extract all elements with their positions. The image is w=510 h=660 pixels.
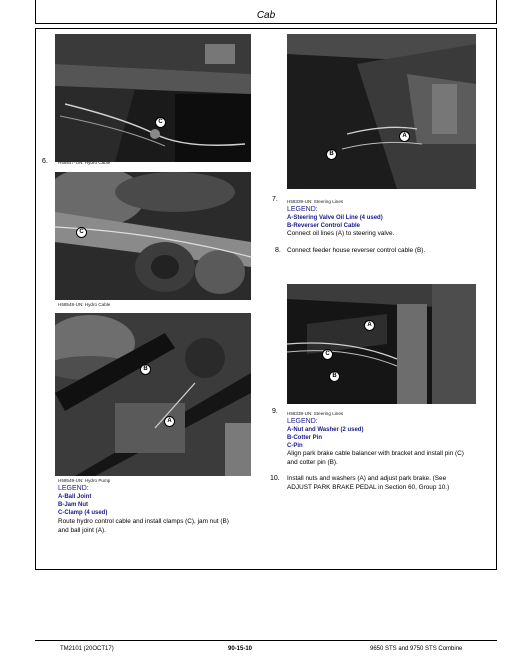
instruction-line: ADJUST PARK BRAKE PEDAL in Section 60, Group 10.) (287, 484, 450, 491)
step-6-caption: H58547-UN: Hydro Cable (58, 160, 111, 165)
photo-steering-lines-1 (287, 34, 476, 189)
page-section-title: Cab (256, 10, 276, 21)
step-7-caption: H58339-UN: Steering Lines (287, 199, 344, 204)
step-10-number: 10. (270, 475, 280, 482)
instruction-line: and ball joint (A). (58, 527, 106, 534)
footer-doc-id: TM2101 (20OCT17) (60, 646, 114, 652)
step-8-number: 8. (275, 247, 281, 254)
instruction-line: Route hydro control cable and install clamps (C), jam nut (B) (58, 518, 229, 525)
legend-item: C-Clamp (4 used) (58, 510, 108, 516)
legend-item: B-Jam Nut (58, 502, 89, 508)
instruction-line: Install nuts and washers (A) and adjust park brake. (See (287, 475, 447, 482)
step-6-number: 6. (42, 158, 48, 165)
callout-c-photo1-left: C (155, 117, 166, 128)
callout-a-photo2-right: A (364, 320, 375, 331)
footer-rule (35, 640, 497, 641)
photo-hydro-cable-1 (55, 34, 251, 162)
footer-product-name: 9650 STS and 9750 STS Combine (370, 646, 463, 652)
step-8-text: Connect feeder house reverser control cable (B). (287, 247, 426, 254)
legend-item: A-Nut and Washer (2 used) (287, 427, 364, 433)
legend-title-left: LEGEND: (58, 485, 89, 492)
photo-steering-lines-2 (287, 284, 476, 404)
step-7-number: 7. (272, 196, 278, 203)
callout-c-photo2-left: C (76, 227, 87, 238)
legend-title-step7: LEGEND: (287, 206, 318, 213)
callout-b-photo3-left: B (140, 364, 151, 375)
step-7-instruction: Connect oil lines (A) to steering valve. (287, 230, 395, 237)
photo3-caption: H58549-UN: Hydro Pump (58, 478, 111, 483)
callout-a-photo3-left: A (164, 416, 175, 427)
photo-hydro-pump (55, 313, 251, 476)
callout-b-photo2-right: B (329, 371, 340, 382)
photo2-caption: H58548-UN: Hydro Cable (58, 302, 111, 307)
step-9-caption: H58338-UN: Steering Lines (287, 411, 344, 416)
callout-c-photo2-right: C (322, 349, 333, 360)
callout-a-photo1-right: A (399, 131, 410, 142)
legend-item: A-Steering Valve Oil Line (4 used) (287, 215, 383, 221)
legend-item: A-Ball Joint (58, 494, 92, 500)
step-9-number: 9. (272, 408, 278, 415)
instruction-line: Align park brake cable balancer with bracket and install pin (C) (287, 450, 464, 457)
callout-b-photo1-right: B (326, 149, 337, 160)
footer-page-number: 90-15-10 (228, 646, 253, 652)
legend-item: B-Reverser Control Cable (287, 223, 361, 229)
legend-title-step9: LEGEND: (287, 418, 318, 425)
legend-item: B-Cotter Pin (287, 435, 322, 441)
legend-item: C-Pin (287, 443, 303, 449)
instruction-line: and cotter pin (B). (287, 459, 338, 466)
